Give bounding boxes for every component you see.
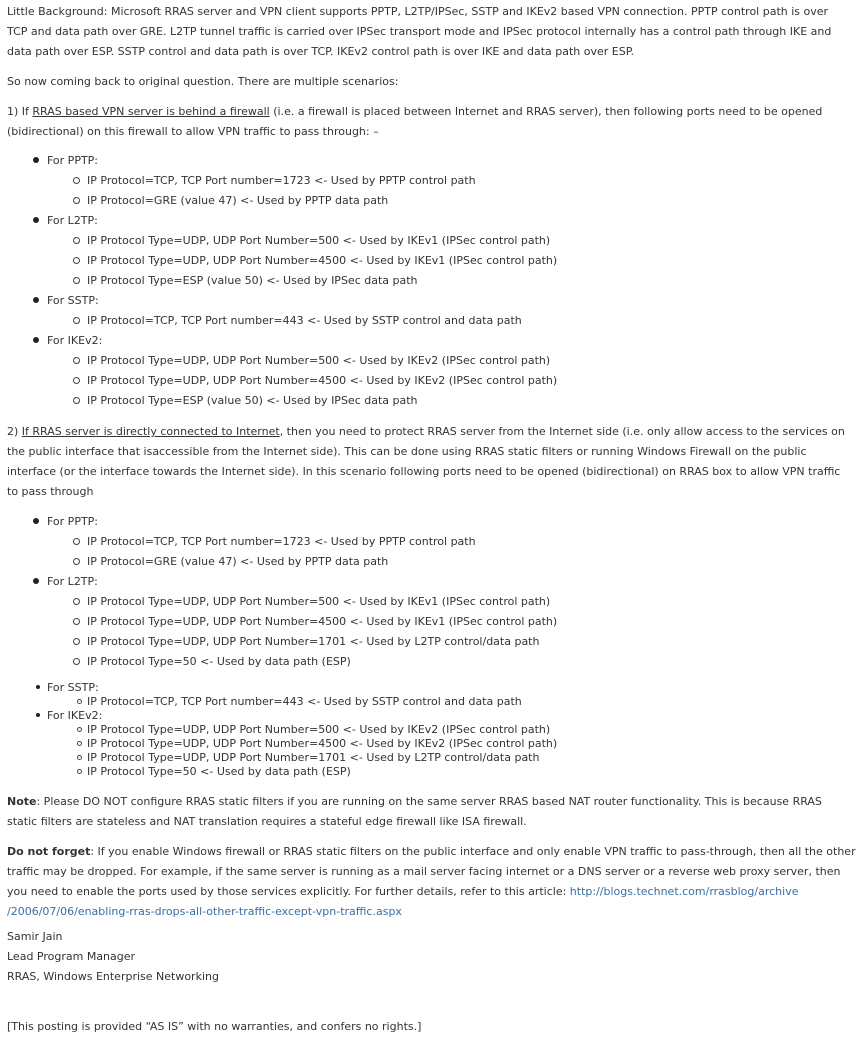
bullet-circle	[73, 317, 80, 324]
note-label: Note	[7, 795, 37, 808]
bullet-circle	[73, 177, 80, 184]
s1-l2tp-item-1: IP Protocol Type=UDP, UDP Port Number=500 <- Used by IKEv1 (IPSec control path)	[87, 234, 551, 247]
dnf-text: : If you enable Windows firewall or RRAS static filters on the public interface and only enable VPN traffic to pass-through, then all the other	[90, 845, 856, 858]
s2-l2tp-item-4: IP Protocol Type=50 <- Used by data path (ESP)	[87, 655, 351, 668]
scenario-1-prefix: 1) If	[7, 105, 33, 118]
s1-sstp-label: For SSTP:	[47, 294, 99, 307]
s1-pptp-item-1: IP Protocol=TCP, TCP Port number=1723 <- Used by PPTP control path	[87, 174, 476, 187]
s2-ikev2-item-3: IP Protocol Type=UDP, UDP Port Number=1701 <- Used by L2TP control/data path	[87, 751, 540, 764]
background-line-1: Little Background: Microsoft RRAS server and VPN client supports PPTP, L2TP/IPSec, SSTP and IKEv2 based VPN connection. PPTP control path is over	[7, 5, 829, 18]
s2-ikev2-item-4: IP Protocol Type=50 <- Used by data path (ESP)	[87, 765, 351, 778]
bullet-dot	[33, 578, 39, 584]
s1-l2tp-label: For L2TP:	[47, 214, 98, 227]
dnf-line-2: traffic may be dropped. For example, if the same server is running as a mail server facing internet or a DNS server or a reverse web proxy server, then	[7, 865, 841, 878]
bullet-dot	[33, 337, 39, 343]
scenario-2-line-3: interface (or the interface towards the Internet side). In this scenario following ports need to be opened (bidirectional) on RRAS box to allow VPN traffic	[7, 465, 841, 478]
bullet-dot	[36, 685, 40, 689]
author-title: Lead Program Manager	[7, 950, 136, 963]
s1-ikev2-item-2: IP Protocol Type=UDP, UDP Port Number=4500 <- Used by IKEv2 (IPSec control path)	[87, 374, 558, 387]
s2-sstp-label: For SSTP:	[47, 681, 99, 694]
intro-text: So now coming back to original question. There are multiple scenarios:	[7, 75, 399, 88]
bullet-circle	[77, 727, 82, 732]
s2-ikev2-item-1: IP Protocol Type=UDP, UDP Port Number=500 <- Used by IKEv2 (IPSec control path)	[87, 723, 551, 736]
bullet-circle	[77, 755, 82, 760]
s2-pptp-item-1: IP Protocol=TCP, TCP Port number=1723 <- Used by PPTP control path	[87, 535, 476, 548]
bullet-circle	[73, 377, 80, 384]
s2-ikev2-item-2: IP Protocol Type=UDP, UDP Port Number=4500 <- Used by IKEv2 (IPSec control path)	[87, 737, 558, 750]
note-line-1	[7, 795, 822, 809]
note-line-2: static filters are stateless and NAT translation requires a stateful edge firewall like ISA firewall.	[7, 815, 527, 828]
bullet-circle	[73, 658, 80, 665]
s2-l2tp-item-1: IP Protocol Type=UDP, UDP Port Number=500 <- Used by IKEv1 (IPSec control path)	[87, 595, 551, 608]
s1-pptp-label: For PPTP:	[47, 154, 99, 167]
s2-l2tp-item-3: IP Protocol Type=UDP, UDP Port Number=1701 <- Used by L2TP control/data path	[87, 635, 540, 648]
scenario-2-text: , then you need to protect RRAS server from the Internet side (i.e. only allow access to the services on	[279, 425, 845, 438]
s2-l2tp-item-2: IP Protocol Type=UDP, UDP Port Number=4500 <- Used by IKEv1 (IPSec control path)	[87, 615, 558, 628]
bullet-circle	[73, 257, 80, 264]
s1-ikev2-item-3: IP Protocol Type=ESP (value 50) <- Used by IPSec data path	[87, 394, 418, 407]
article-link-continued[interactable]: /2006/07/06/enabling-rras-drops-all-other-traffic-except-vpn-traffic.aspx	[7, 905, 402, 918]
bullet-dot	[33, 157, 39, 163]
bullet-circle	[73, 397, 80, 404]
s2-pptp-item-2: IP Protocol=GRE (value 47) <- Used by PPTP data path	[87, 555, 389, 568]
author-name: Samir Jain	[7, 930, 63, 943]
scenario-1-line-2: (bidirectional) on this firewall to allow VPN traffic to pass through: –	[7, 125, 379, 138]
scenario-2-line-1	[7, 425, 845, 439]
bullet-circle	[73, 197, 80, 204]
s2-sstp-item-1: IP Protocol=TCP, TCP Port number=443 <- Used by SSTP control and data path	[87, 695, 522, 708]
scenario-2-prefix: 2)	[7, 425, 22, 438]
scenario-2-line-4: to pass through	[7, 485, 94, 498]
dnf-text-3: you need to enable the ports used by those services explicitly. For further details, refer to this article:	[7, 885, 570, 898]
bullet-circle	[73, 598, 80, 605]
bullet-circle	[73, 618, 80, 625]
bullet-dot	[36, 713, 40, 717]
background-line-3: data path over ESP. SSTP control and data path is over TCP. IKEv2 control path is over IKE and data path over ESP.	[7, 45, 635, 58]
s2-ikev2-label: For IKEv2:	[47, 709, 103, 722]
dnf-line-1	[7, 845, 856, 859]
bullet-circle	[77, 741, 82, 746]
bullet-dot	[33, 297, 39, 303]
s1-pptp-item-2: IP Protocol=GRE (value 47) <- Used by PPTP data path	[87, 194, 389, 207]
bullet-circle	[73, 237, 80, 244]
scenario-2-line-2: the public interface that isaccessible from the Internet side). This can be done using RRAS static filters or running Windows Firewall on the public	[7, 445, 807, 458]
dnf-line-4	[7, 905, 402, 919]
scenario-1-line-1	[7, 105, 822, 119]
background-line-2: TCP and data path over GRE. L2TP tunnel traffic is carried over IPSec transport mode and IPSec protocol internally has a control path through IKE and	[7, 25, 832, 38]
s1-ikev2-item-1: IP Protocol Type=UDP, UDP Port Number=500 <- Used by IKEv2 (IPSec control path)	[87, 354, 551, 367]
note-text: : Please DO NOT configure RRAS static filters if you are running on the same server RRAS based NAT router functionality. This is because RRAS	[36, 795, 822, 808]
bullet-dot	[33, 518, 39, 524]
s2-pptp-label: For PPTP:	[47, 515, 99, 528]
author-team: RRAS, Windows Enterprise Networking	[7, 970, 219, 983]
scenario-1-text: (i.e. a firewall is placed between Internet and RRAS server), then following ports need to be opened	[269, 105, 823, 118]
scenario-2-heading: If RRAS server is directly connected to Internet	[21, 425, 280, 438]
article-link[interactable]: http://blogs.technet.com/rrasblog/archive	[569, 885, 799, 898]
bullet-circle	[73, 277, 80, 284]
dnf-label: Do not forget	[7, 845, 91, 858]
scenario-1-heading: RRAS based VPN server is behind a firewall	[32, 105, 270, 118]
s1-l2tp-item-3: IP Protocol Type=ESP (value 50) <- Used by IPSec data path	[87, 274, 418, 287]
dnf-line-3	[7, 885, 798, 899]
s1-l2tp-item-2: IP Protocol Type=UDP, UDP Port Number=4500 <- Used by IKEv1 (IPSec control path)	[87, 254, 558, 267]
bullet-circle	[73, 357, 80, 364]
s2-l2tp-label: For L2TP:	[47, 575, 98, 588]
bullet-circle	[73, 538, 80, 545]
bullet-circle	[77, 699, 82, 704]
bullet-circle	[73, 638, 80, 645]
s1-sstp-item-1: IP Protocol=TCP, TCP Port number=443 <- Used by SSTP control and data path	[87, 314, 522, 327]
s1-ikev2-label: For IKEv2:	[47, 334, 103, 347]
bullet-circle	[73, 558, 80, 565]
bullet-circle	[77, 769, 82, 774]
bullet-dot	[33, 217, 39, 223]
disclaimer: [This posting is provided “AS IS” with no warranties, and confers no rights.]	[7, 1020, 422, 1033]
